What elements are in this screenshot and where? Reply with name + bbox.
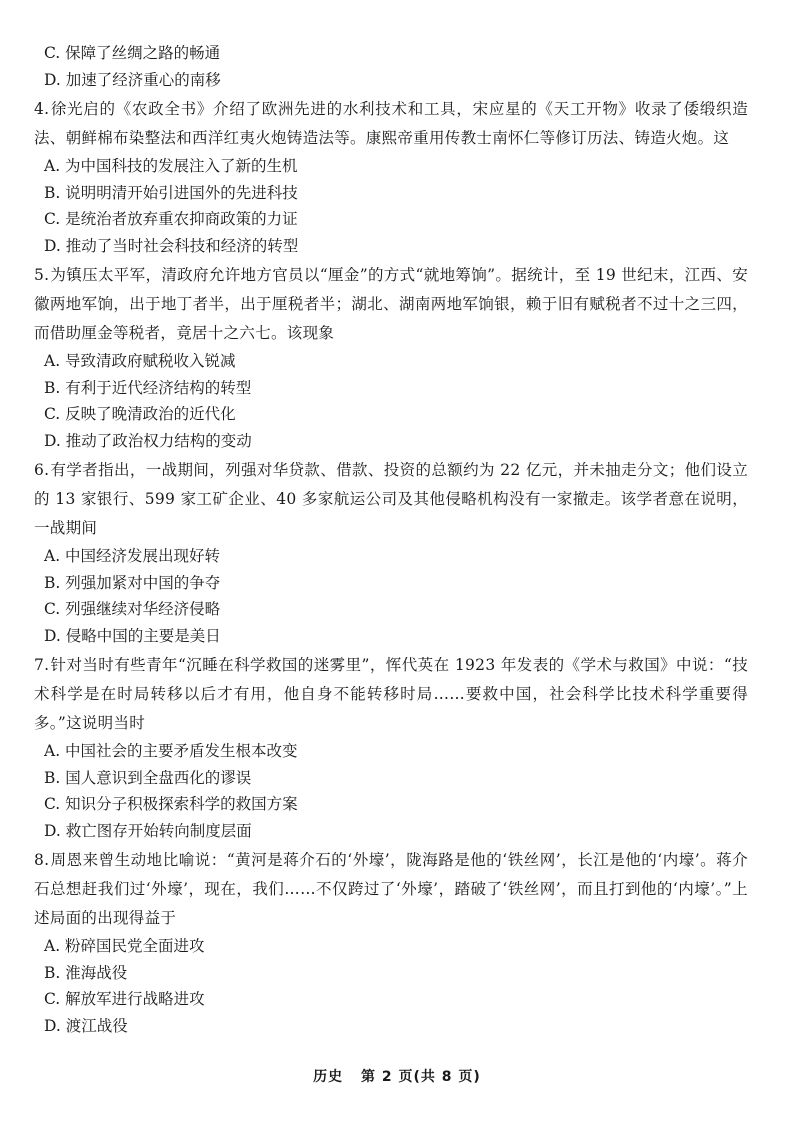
question-number: 8.	[34, 851, 50, 869]
question-6	[34, 456, 748, 649]
option-c: C. 知识分子积极探索科学的救国方案	[44, 795, 298, 813]
option-b: B. 列强加紧对中国的争夺	[44, 573, 221, 592]
previous-question-tail	[34, 40, 748, 93]
option-b: B. 淮海战役	[44, 963, 128, 982]
question-text: 针对当时有些青年“沉睡在科学救国的迷雾里”，恽代英在 1923 年发表的《学术与救国》中说：“技术科学是在时局转移以后才有用，他自身不能转移时局……要救中国，社会科学比技术科学重要得多。”这说明当时	[34, 656, 748, 732]
option-c: C. 保障了丝绸之路的畅通	[44, 44, 221, 62]
option-c: C. 列强继续对华经济侵略	[44, 600, 221, 618]
option-a: A. 粉碎国民党全面进攻	[44, 937, 205, 955]
option-c: C. 解放军进行战略进攻	[44, 990, 205, 1008]
footer-page-number: 第 2 页(共 8 页)	[361, 1069, 481, 1085]
option-b: B. 有利于近代经济结构的转型	[44, 378, 252, 397]
option-d: D. 推动了政治权力结构的变动	[44, 431, 252, 450]
option-b: B. 说明明清开始引进国外的先进科技	[44, 183, 298, 202]
question-text: 周恩来曾生动地比喻说：“黄河是蒋介石的‘外壕’，陇海路是他的‘铁丝网’，长江是他的‘内壕’。蒋介石总想赶我们过‘外壕’，现在，我们……不仅跨过了‘外壕’，踏破了‘铁丝网’，而且打到他的‘内壕’。”上述局面的出现得益于	[34, 851, 748, 927]
question-8	[34, 846, 748, 1039]
question-5	[34, 261, 748, 454]
question-stem	[34, 95, 748, 153]
option-d: D. 推动了当时社会科技和经济的转型	[44, 236, 299, 255]
option-a: A. 中国经济发展出现好转	[44, 547, 221, 565]
question-text: 为镇压太平军，清政府允许地方官员以“厘金”的方式“就地筹饷”。据统计，至 19 世纪末，江西、安徽两地军饷，出于地丁者半，出于厘税者半；湖北、湖南两地军饷银，赖于旧有赋税者不过十之三四，而借助厘金等税者，竟居十之六七。该现象	[34, 266, 748, 342]
question-7	[34, 651, 748, 844]
question-stem	[34, 456, 748, 543]
option-c: C. 反映了晚清政治的近代化	[44, 405, 236, 423]
question-stem	[34, 651, 748, 738]
option-d: D. 侵略中国的主要是美日	[44, 626, 221, 645]
option-a: A. 中国社会的主要矛盾发生根本改变	[44, 742, 298, 760]
question-stem	[34, 261, 748, 348]
question-number: 6.	[34, 461, 50, 479]
question-number: 5.	[34, 266, 50, 284]
option-d: D. 渡江战役	[44, 1016, 128, 1035]
question-text: 徐光启的《农政全书》介绍了欧洲先进的水利技术和工具，宋应星的《天工开物》收录了倭缎织造法、朝鲜棉布染整法和西洋红夷火炮铸造法等。康熙帝重用传教士南怀仁等修订历法、铸造火炮。这	[34, 100, 748, 147]
question-number: 4.	[34, 100, 50, 118]
page-footer	[0, 1066, 794, 1086]
option-a: A. 为中国科技的发展注入了新的生机	[44, 157, 298, 175]
footer-subject: 历史	[313, 1069, 344, 1085]
option-d: D. 加速了经济重心的南移	[44, 70, 221, 89]
question-number: 7.	[34, 656, 50, 674]
exam-content	[34, 40, 748, 1039]
question-4	[34, 95, 748, 259]
option-b: B. 国人意识到全盘西化的谬误	[44, 768, 252, 787]
option-a: A. 导致清政府赋税收入锐减	[44, 352, 236, 370]
option-c: C. 是统治者放弃重农抑商政策的力证	[44, 210, 298, 228]
question-stem	[34, 846, 748, 933]
option-d: D. 救亡图存开始转向制度层面	[44, 821, 252, 840]
question-text: 有学者指出，一战期间，列强对华贷款、借款、投资的总额约为 22 亿元，并未抽走分文；他们设立的 13 家银行、599 家工矿企业、40 多家航运公司及其他侵略机构没有一家撤走。该学者意在说明，一战期间	[34, 461, 748, 537]
